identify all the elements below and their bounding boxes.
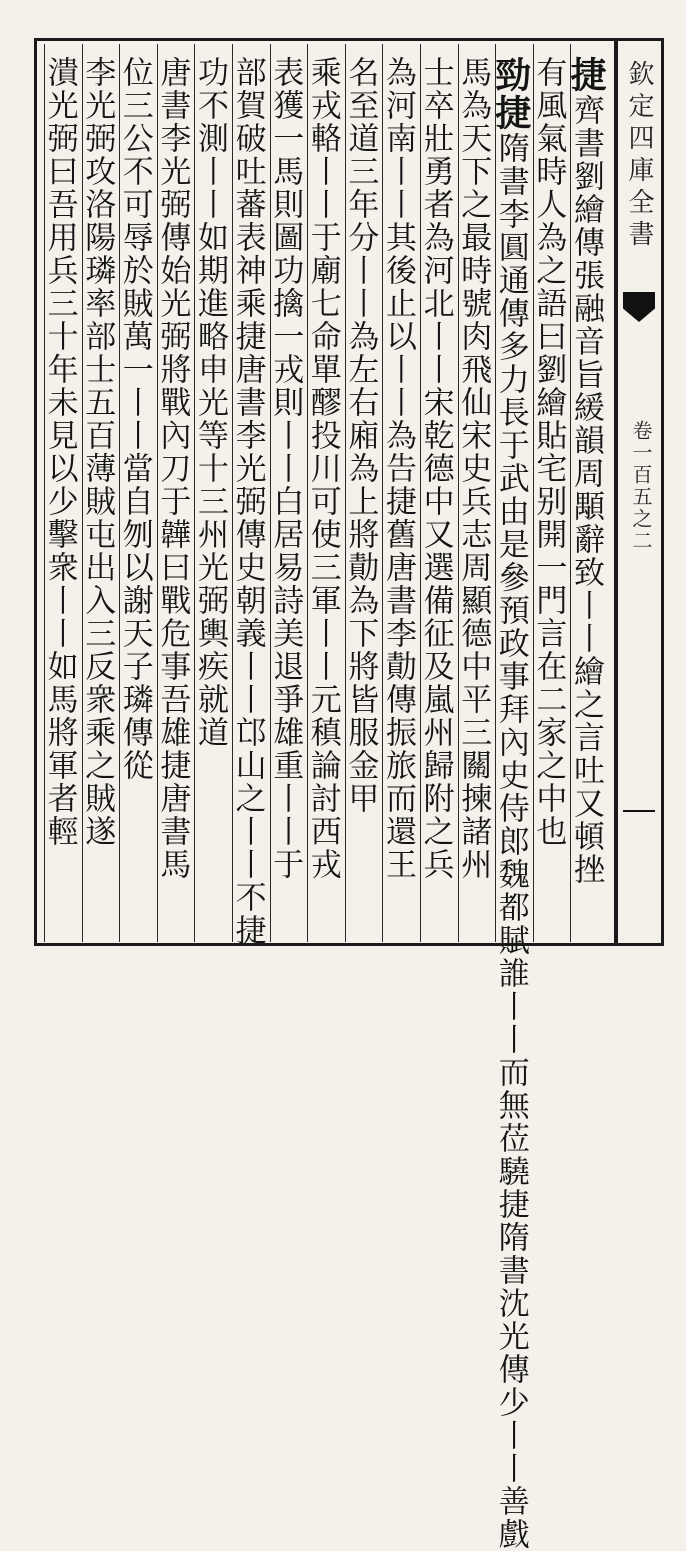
text-column (564, 56, 607, 936)
center-fold-line (614, 40, 618, 944)
column-text: 馬為天下之最時號肉飛仙宋史兵志周顯德中平三關揀諸州 (455, 56, 492, 881)
column-text: 功不測丨丨如期進略申光等十三州光弼輿疾就道 (191, 56, 228, 749)
text-column (267, 56, 306, 936)
column-text: 士卒壯勇者為河北丨丨宋乾德中又選備征及嵐州歸附之兵 (417, 56, 454, 881)
text-column (342, 56, 381, 936)
text-column (530, 56, 569, 936)
column-text: 名至道三年分丨丨為左右廂為上將勣為下將皆服金甲 (342, 56, 379, 815)
column-text: 潰光弼曰吾用兵三十年未見以少擊衆丨丨如馬將軍者輕 (41, 56, 78, 848)
text-column (455, 56, 494, 936)
text-column (417, 56, 456, 936)
text-column (154, 56, 193, 936)
text-column (229, 56, 268, 947)
column-text: 唐書李光弼傳始光弼將戰內刀于韡曰戰危事吾雄捷唐書馬 (154, 56, 191, 881)
column-text: 齊書劉繪傳張融音旨緩韻周顒辭致丨丨繪之言吐又頓挫 (567, 94, 604, 886)
column-text: 隋書李圓通傳多力長于武由是參預政事拜內史侍郎魏都賦誰丨丨而無莅驍捷隋書沈光傳少丨丨善戲 (492, 132, 529, 1551)
column-text: 位三公不可辱於賊萬一丨丨當自刎以謝天子璘傳從 (116, 56, 153, 782)
column-text: 部賀破吐蕃表神乘捷唐書李光弼傳史朝義丨丨邙山之丨丨不捷 (229, 56, 266, 947)
entry-heading: 捷 (564, 56, 607, 94)
column-text: 表獲一馬則圖功擒一戎則丨丨白居易詩美退爭雄重丨丨于 (267, 56, 304, 881)
text-column (41, 56, 80, 936)
column-text: 李光弼攻洛陽璘率部士五百薄賊屯出入三反衆乘之賊遂 (79, 56, 116, 848)
column-text: 有風氣時人為之語曰劉繪貼宅别開一門言在二家之中也 (530, 56, 567, 848)
column-text: 乘戎輅丨丨于廟七命單醪投川可使三軍丨丨元稹論討西戎 (304, 56, 341, 881)
book-title: 欽定四庫全書 (624, 60, 654, 252)
text-column (304, 56, 343, 936)
juan-number: 卷一百五之二 (629, 420, 653, 552)
text-column (116, 56, 155, 936)
lower-fold-mark (623, 810, 655, 812)
text-column (489, 56, 532, 1551)
text-column (379, 56, 418, 936)
text-column (191, 56, 230, 936)
column-text: 為河南丨丨其後止以丨丨為告捷舊唐書李勣傳振旅而還王 (379, 56, 416, 881)
text-column (79, 56, 118, 936)
entry-heading: 勁捷 (489, 56, 532, 132)
